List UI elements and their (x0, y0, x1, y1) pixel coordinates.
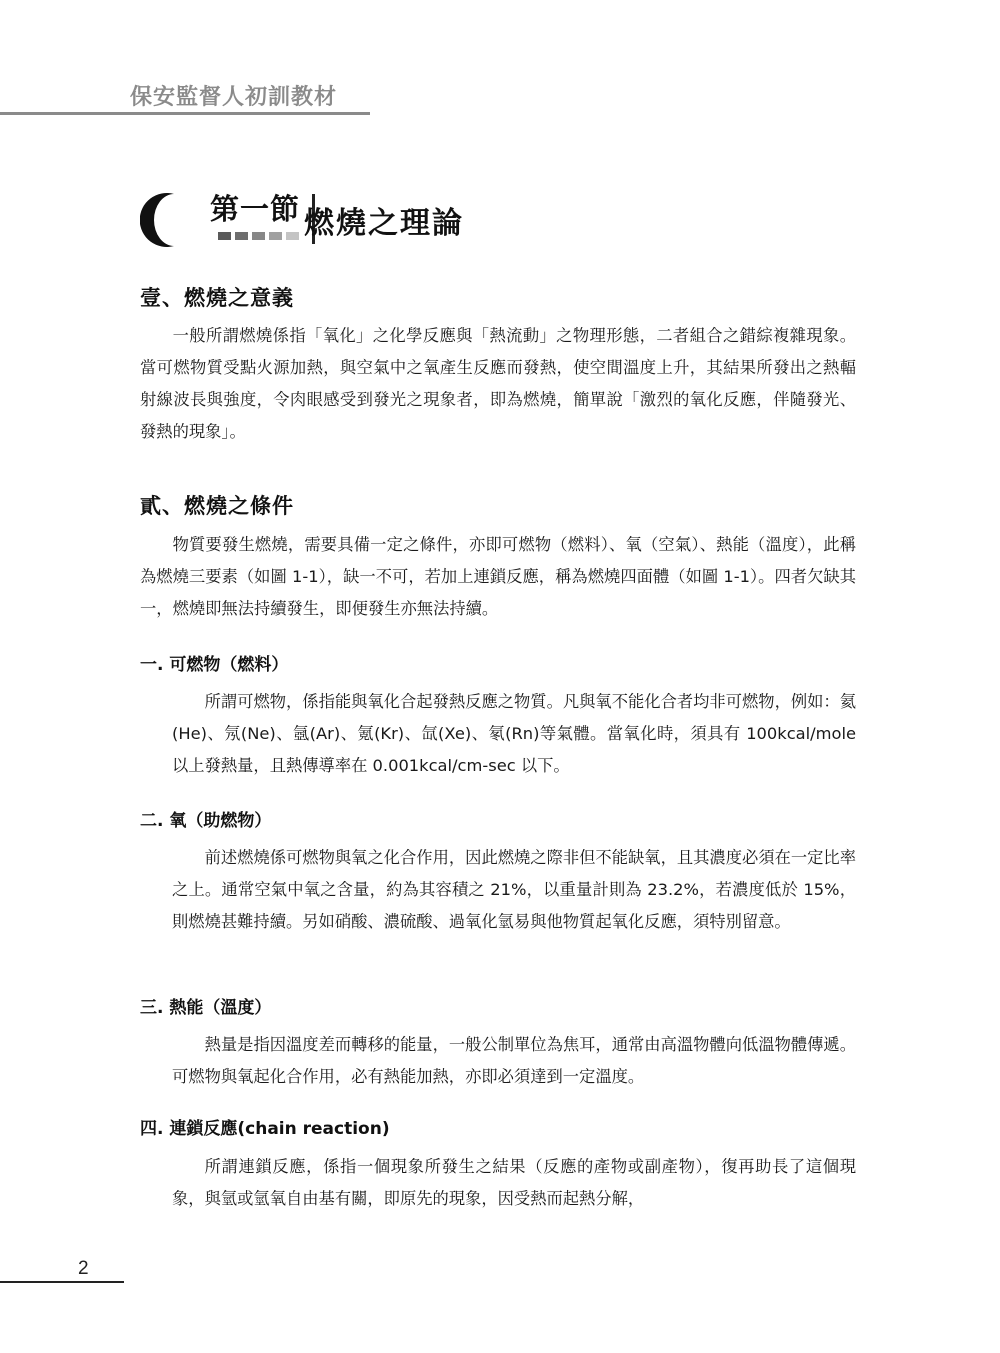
heading-part-2: 貳、燃燒之條件 (140, 494, 294, 518)
badge-square (286, 232, 299, 240)
paragraph-sub-3: 熱量是指因溫度差而轉移的能量，一般公制單位為焦耳，通常由高溫物體向低溫物體傳遞。可燃物與氧起化合作用，必有熱能加熱，亦即必須達到一定溫度。 (172, 1035, 856, 1086)
badge-square (269, 232, 282, 240)
paragraph-part-2: 物質要發生燃燒，需要具備一定之條件，亦即可燃物（燃料）、氧（空氣）、熱能（溫度），此稱為燃燒三要素（如圖 1-1），缺一不可，若加上連鎖反應，稱為燃燒四面體（如圖 1-1）。四者欠缺其一，燃燒即無法持續發生，即便發生亦無法持續。 (140, 535, 856, 618)
running-header: 保安監督人初訓教材 (130, 84, 338, 110)
paragraph-sub-2: 前述燃燒係可燃物與氧之化合作用，因此燃燒之際非但不能缺氧，且其濃度必須在一定比率之上。通常空氣中氧之含量，約為其容積之 21%，以重量計則為 23.2%，若濃度低於 15%，則燃燒甚難持續。另如硝酸、濃硫酸、過氧化氫易與他物質起氧化反應，須特別留意。 (172, 848, 856, 931)
section-number: 第一節 (210, 192, 301, 226)
badge-square (252, 232, 265, 240)
paragraph-sub-4: 所謂連鎖反應，係指一個現象所發生之結果（反應的產物或副產物），復再助長了這個現象，與氫或氫氧自由基有關，即原先的現象，因受熱而起熱分解， (172, 1157, 856, 1208)
subheading-4: 四. 連鎖反應(chain reaction) (140, 1119, 390, 1139)
badge-square (235, 232, 248, 240)
footer-rule (0, 1281, 124, 1283)
paragraph-part-1: 一般所謂燃燒係指「氧化」之化學反應與「熱流動」之物理形態，二者組合之錯綜複雜現象。當可燃物質受點火源加熱，與空氣中之氧產生反應而發熱，使空間溫度上升，其結果所發出之熱輻射線波長與強度，令肉眼感受到發光之現象者，即為燃燒，簡單說「激烈的氧化反應，伴隨發光、發熱的現象」。 (140, 326, 856, 441)
header-rule (0, 112, 370, 115)
page-number: 2 (78, 1258, 89, 1279)
badge-square (218, 232, 231, 240)
badge-squares (218, 232, 308, 240)
heading-part-1: 壹、燃燒之意義 (140, 286, 294, 310)
subheading-1: 一. 可燃物（燃料） (140, 655, 289, 675)
section-title-block (140, 192, 560, 248)
paragraph-sub-1: 所謂可燃物，係指能與氧化合起發熱反應之物質。凡與氧不能化合者均非可燃物，例如：氦(He)、氖(Ne)、氬(Ar)、氪(Kr)、氙(Xe)、氡(Rn)等氣體。當氧化時，須具有 100kcal/mole 以上發熱量，且熱傳導率在 0.001kcal/cm-sec 以下。 (172, 692, 856, 775)
subheading-2: 二. 氧（助燃物） (140, 811, 272, 831)
section-title: 燃燒之理論 (304, 206, 464, 241)
subheading-3: 三. 熱能（溫度） (140, 998, 272, 1018)
